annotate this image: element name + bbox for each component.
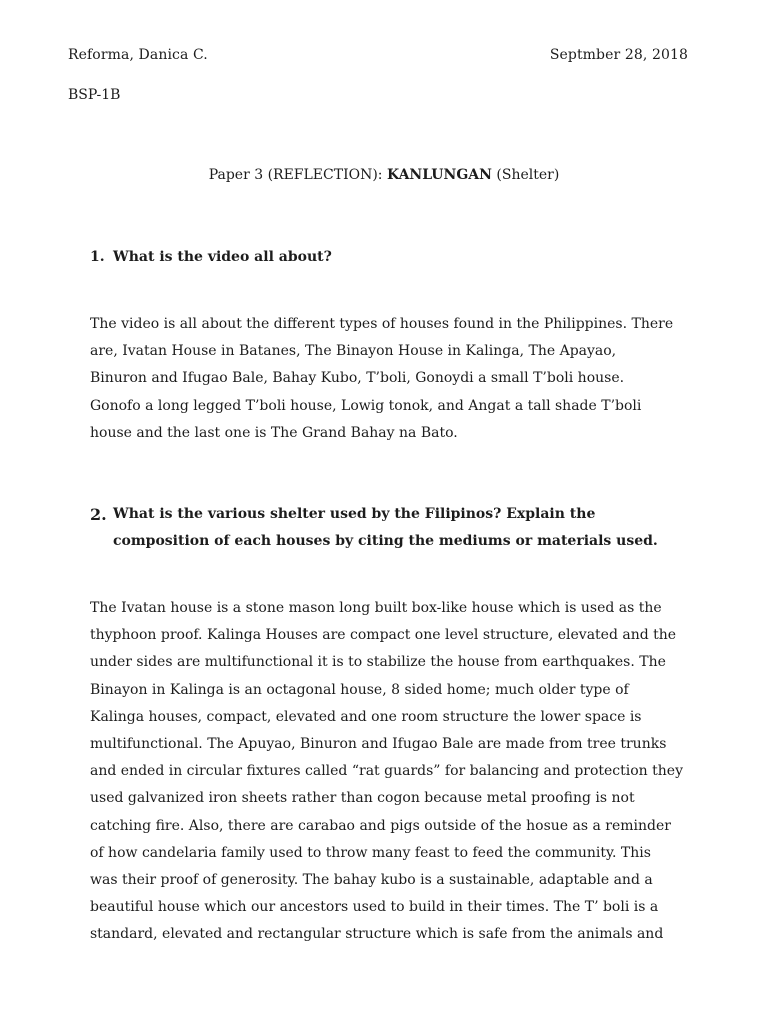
author-name: Reforma, Danica C. [68,47,208,63]
paper-title [0,167,768,183]
class-section: BSP-1B [68,87,121,103]
answer-line: and ended in circular fixtures called “rat guards” for balancing and protection they [90,763,683,780]
question-2 [90,501,690,555]
answer-line: thyphoon proof. Kalinga Houses are compact one level structure, elevated and the [90,627,677,644]
answer-line: The Ivatan house is a stone mason long built box-like house which is used as the [90,600,662,616]
answer-line: Binuron and Ifugao Bale, Bahay Kubo, T’boli, Gonoydi a small T’boli house. [90,370,625,387]
title-prefix: Paper 3 (REFLECTION): [208,167,387,183]
title-suffix: (Shelter) [491,167,560,183]
answer-line: are, Ivatan House in Batanes, The Binayon House in Kalinga, The Apayao, [90,343,617,360]
answer-line: Kalinga houses, compact, elevated and one room structure the lower space is [90,708,642,725]
question-1 [90,244,690,271]
title-bold: KANLUNGAN [386,167,492,183]
answer-line: catching fire. Also, there are carabao and pigs outside of the hosue as a reminder [90,817,671,834]
answer-line: Gonofo a long legged T’boli house, Lowig tonok, and Angat a tall shade T’boli [90,397,642,414]
answer-line: under sides are multifunctional it is to stabilize the house from earthquakes. The [90,654,666,671]
question-number: 2. [90,505,107,524]
answer-line: The video is all about the different types of houses found in the Philippines. There [90,316,674,332]
answer-line: standard, elevated and rectangular structure which is safe from the animals and [90,926,664,943]
document-date: Septmber 28, 2018 [549,47,688,63]
answer-line: house and the last one is The Grand Bahay na Bato. [90,424,458,441]
answer-line: beautiful house which our ancestors used to build in their times. The T’ boli is a [90,899,659,916]
question-number: 1. [90,249,105,265]
answer-line: multifunctional. The Apuyao, Binuron and Ifugao Bale are made from tree trunks [90,735,667,752]
answer-line: Binayon in Kalinga is an octagonal house, 8 sided home; much older type of [90,681,629,698]
answer-line: was their proof of generosity. The bahay kubo is a sustainable, adaptable and a [90,871,653,888]
answer-line: of how candelaria family used to throw many feast to feed the community. This [90,844,651,861]
answer-line: used galvanized iron sheets rather than cogon because metal proofing is not [90,790,635,807]
question-text: What is the various shelter used by the Filipinos? Explain the composition of each houses by citing the mediums or materials used. [113,506,658,549]
answer-1 [90,311,710,447]
question-text: What is the video all about? [113,249,332,265]
answer-2 [90,595,710,948]
